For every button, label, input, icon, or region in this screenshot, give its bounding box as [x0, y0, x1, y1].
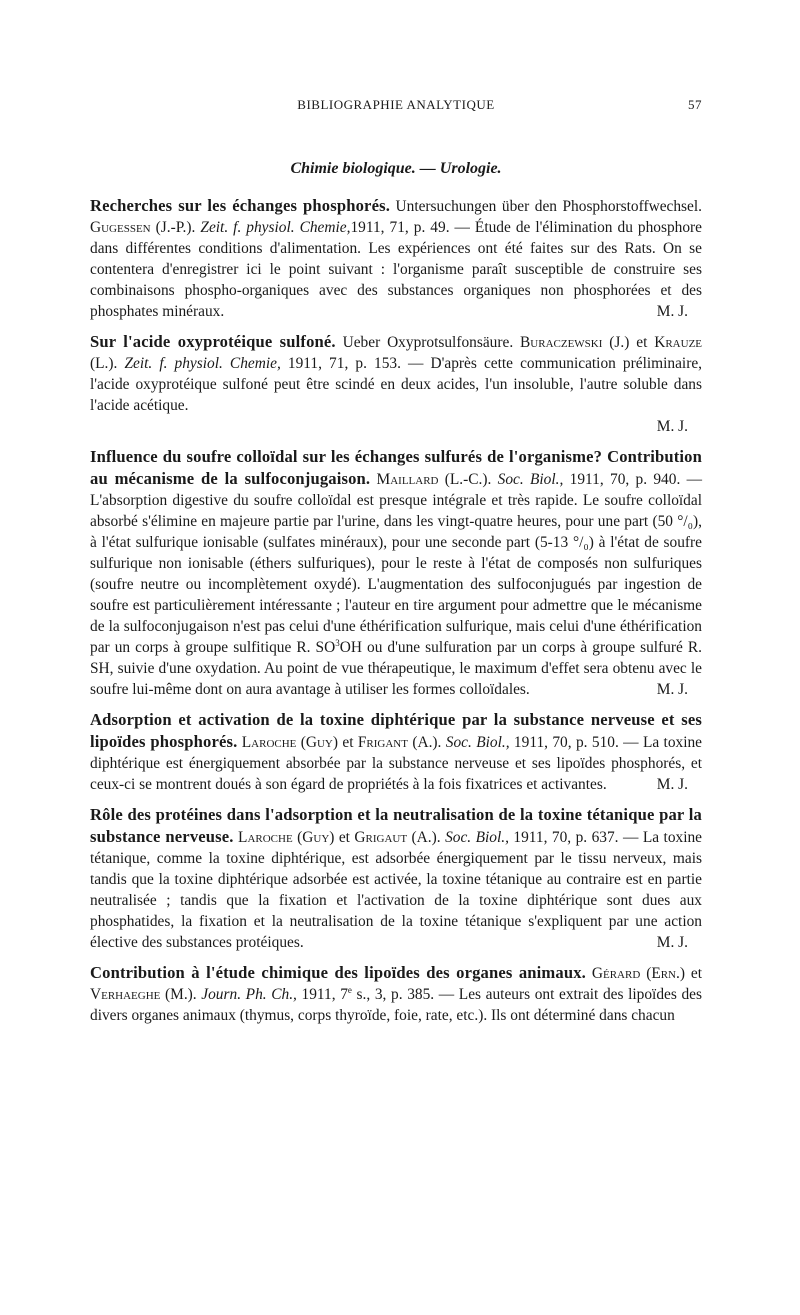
bibliography-entry [90, 446, 702, 700]
entry-title: Recherches sur les échanges phosphorés. [90, 196, 390, 215]
entry-conjunction: et [684, 965, 702, 982]
entry-reference: 1911, 7 [296, 986, 348, 1003]
entry-journal: Journ. Ph. Ch., [196, 986, 297, 1003]
entry-author: Laroche (Guy) [233, 829, 335, 846]
bibliography-entry [90, 804, 702, 953]
entry-body: — Étude de l'élimination du phosphore dans différentes conditions d'alimentation. Les expériences ont été faites sur des Rats. On se contentera d'enregistrer ici le point suivant : l'organisme paraît susceptible de construire ses combinaisons phospho-organiques avec des substances organiques non phosphorées et des phosphates minéraux. [90, 219, 703, 320]
entry-journal: Soc. Biol., [441, 734, 510, 751]
entry-body: — La toxine tétanique, comme la toxine diphtérique, est adsorbée énergiquement par le tissu nerveux, mais tandis que la toxine diphtérique adsorbée est activée, la toxine tétanique au contraire est en partie neutralisée ; tandis que la fixation et l'activation de la toxine diphtérique sont dues aux phosphatides, la fixation et la neutralisation de la toxine tétanique s'expliquent par une action élective des substances protéiques. [90, 829, 703, 951]
section-title: Chimie biologique. — Urologie. [290, 160, 502, 177]
entry-title: Adsorption et activation de la toxine diphtérique par la substance nerveuse et ses lipoïdes phosphorés. [90, 710, 702, 751]
entry-reference: 1911, 71, p. 153. [280, 355, 401, 372]
entry-original-title: Ueber Oxyprotsulfonsäure. [335, 334, 521, 351]
entry-journal: Zeit. f. physiol. Chemie, [117, 355, 281, 372]
entry-reference: 1911, 70, p. 940. [563, 471, 681, 488]
bibliography-entry [90, 709, 702, 795]
entry-author: Laroche (Guy) [237, 734, 339, 751]
entry-journal: Zeit. f. physiol. Chemie, [195, 219, 351, 236]
entry-body: — D'après cette communication préliminaire, l'acide oxyprotéique sulfoné peut être scindé en deux acides, l'un insoluble, l'autre soluble dans l'acide acétique. [90, 355, 702, 414]
entry-reference: 1911, 71, p. 49. [350, 219, 450, 236]
entry-authors: Gugessen (J.-P.). [90, 219, 196, 236]
bibliography-list [90, 195, 702, 1035]
entry-signature: M. J. [656, 776, 688, 793]
entry-signature: M. J. [656, 934, 688, 951]
bibliography-entry [90, 331, 702, 437]
entry-signature: M. J. [656, 418, 688, 435]
entry-reference: 1911, 70, p. 637. [508, 829, 619, 846]
entry-superscript: 3 [335, 637, 340, 648]
entry-journal: Soc. Biol., [440, 829, 509, 846]
entry-author: Verhaeghe (M.). [90, 986, 197, 1003]
page-number: 57 [688, 97, 702, 112]
entry-original-title: Untersuchungen über den Phosphorstoffwechsel. [390, 198, 702, 215]
entry-body: — Les auteurs ont extrait des lipoïdes des divers organes animaux (thymus, corps thyroïde, foie, rate, etc.). Ils ont déterminé dans chacun [90, 986, 702, 1024]
entry-author: Gérard (Ern.) [585, 965, 685, 982]
entry-body: — La toxine diphtérique est énergiquement absorbée par la substance nerveuse et ses lipoïdes phosphorés, et ceux-ci se montrent doués à son égard de propriétés à la fois fixatrices et activantes. [90, 734, 703, 793]
entry-title: Contribution à l'étude chimique des lipoïdes des organes animaux. [90, 963, 586, 982]
running-title: BIBLIOGRAPHIE ANALYTIQUE [297, 97, 495, 112]
entry-body-continued: OH ou d'une sulfuration par un corps à groupe sulfuré R. SH, suivie d'une oxydation. Au point de vue thérapeutique, le maximum d'effet sera obtenu avec le soufre lui-même dont on aura avantage à utiliser les formes colloïdales. [90, 639, 702, 698]
bibliography-entry [90, 962, 702, 1026]
entry-signature: M. J. [656, 681, 688, 698]
entry-authors: Maillard (L.-C.). [370, 471, 492, 488]
entry-title: Influence du soufre colloïdal sur les échanges sulfurés de l'organisme? Contribution au mécanisme de la sulfoconjugaison. [90, 447, 702, 488]
entry-author: Krauze (L.). [90, 334, 703, 372]
entry-author: Buraczewski (J.) [520, 334, 630, 351]
entry-reference-continued: s., 3, p. 385. [351, 986, 435, 1003]
entry-conjunction: et [629, 334, 655, 351]
entry-conjunction: et [338, 734, 358, 751]
entry-signature: M. J. [656, 303, 688, 320]
entry-title: Sur l'acide oxyprotéique sulfoné. [90, 332, 336, 351]
running-head [90, 97, 702, 117]
entry-journal: Soc. Biol., [491, 471, 564, 488]
entry-conjunction: et [334, 829, 355, 846]
bibliography-entry [90, 195, 702, 322]
entry-reference: 1911, 70, p. 510. [509, 734, 619, 751]
entry-author: Frigant (A.). [357, 734, 442, 751]
entry-author: Grigaut (A.). [354, 829, 441, 846]
entry-superscript: e [347, 984, 352, 995]
entry-body: — L'absorption digestive du soufre colloïdal est presque intégrale et très rapide. Le soufre colloïdal absorbé s'élimine en majeure partie par l'urine, dans les vingt-quatre heures, pour une part (50 °/₀), à l'état sulfurique ionisable (sulfates minéraux), pour une seconde part (5-13 °/₀) à l'état de soufre sulfurique non ionisable (éthers sulfuriques), pour le reste à l'état de composés non sulfuriques (soufre neutre ou incomplètement oxydé). L'augmentation des sulfoconjugués par ingestion de soufre est particulièrement intéressante ; l'auteur en tire argument pour admettre que le mécanisme de la sulfoconjugaison n'est pas celui d'une éthérification sulfurique, mais celui d'une éthérification par un corps à groupe sulfitique R. SO [90, 471, 702, 656]
entry-title: Rôle des protéines dans l'adsorption et la neutralisation de la toxine tétanique par la substance nerveuse. [90, 805, 702, 846]
